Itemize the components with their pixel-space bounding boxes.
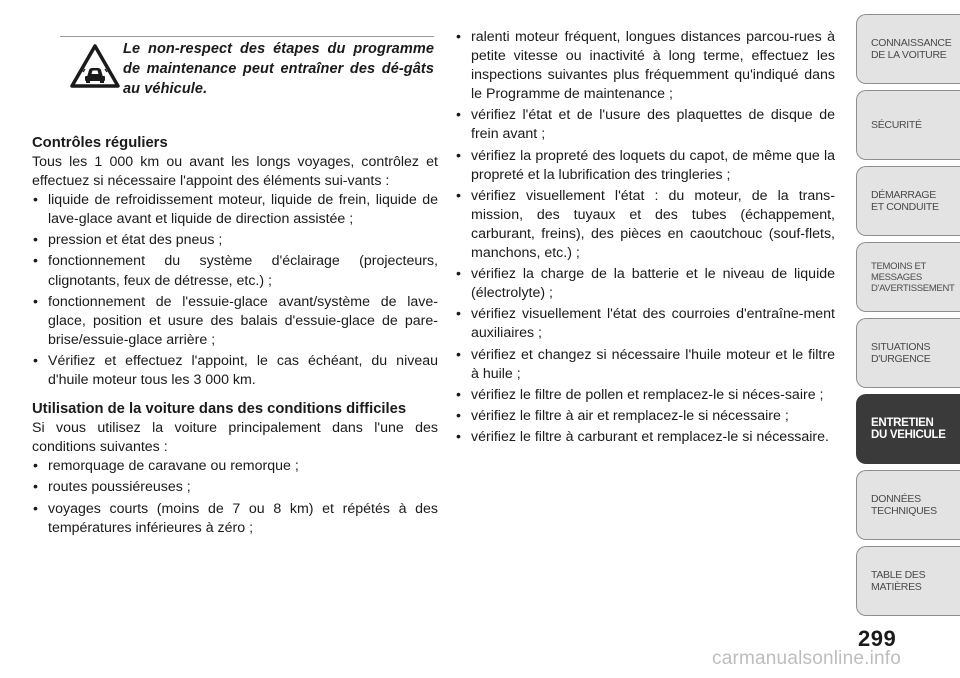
tab-label: CONNAISSANCE DE LA VOITURE [871, 37, 952, 61]
list-item: • liquide de refroidissement moteur, liquide de frein, liquide de lave-glace avant et liquide de direction assistée ; [33, 192, 438, 228]
inspection-list [455, 28, 835, 447]
section-heading-difficult-conditions: Utilisation de la voiture dans des conditions difficiles [32, 401, 407, 418]
left-column [32, 134, 438, 540]
list-item: • Vérifiez et effectuez l'appoint, le cas échéant, du niveau d'huile moteur tous les 3 000 km. [33, 352, 438, 389]
difficult-conditions-list [32, 457, 438, 537]
tab-connaissance[interactable] [856, 14, 960, 84]
tab-label: DÉMARRAGE ET CONDUITE [871, 189, 939, 213]
watermark: carmanualsonline.info [712, 648, 902, 669]
list-item: • voyages courts (moins de 7 ou 8 km) et répétés à des températures inférieures à zéro ; [33, 500, 438, 536]
section-heading-regular-checks: Contrôles réguliers [32, 135, 168, 151]
list-item: • vérifiez le filtre de pollen et remplacez-le si néces-saire ; [456, 386, 824, 403]
page-number: 299 [858, 626, 897, 651]
tab-label: TEMOINS ET MESSAGES D'AVERTISSEMENT [871, 260, 955, 294]
list-item: • ralenti moteur fréquent, longues distances parcou-rues à petite vitesse ou inactivité à long terme, effectuez les inspections suivantes plus fréquemment qu'indiqué dans le Programme de maintenance ; [456, 29, 835, 103]
tab-table-des-matieres[interactable] [856, 546, 960, 616]
list-item: • routes poussiéreuses ; [33, 479, 191, 496]
list-item: • vérifiez et changez si nécessaire l'huile moteur et le filtre à huile ; [456, 346, 835, 382]
list-item: • remorquage de caravane ou remorque ; [33, 458, 299, 475]
warning-box [60, 36, 434, 106]
tab-label: ENTRETIEN DU VEHICULE [871, 417, 946, 441]
tab-donnees[interactable] [856, 470, 960, 540]
tab-label: SITUATIONS D'URGENCE [871, 341, 931, 365]
list-item: • vérifiez visuellement l'état : du moteur, de la trans-mission, des tuyaux et des tubes (échappement, carburant, freins), des pièces en caoutchouc (souf-flets, manchons, etc.) ; [456, 187, 835, 262]
warning-rule [60, 36, 434, 37]
regular-checks-list [32, 191, 438, 390]
tab-label: DONNÉES TECHNIQUES [871, 493, 937, 517]
tab-situations[interactable] [856, 318, 960, 388]
list-item: • fonctionnement de l'essuie-glace avant/système de lave-glace, position et usure des balais d'essuie-glace de pare-brise/essuie-glace arrière ; [33, 293, 438, 348]
list-item: • vérifiez le filtre à air et remplacez-le si nécessaire ; [456, 407, 789, 424]
tab-label: SÉCURITÉ [871, 119, 922, 131]
tab-securite[interactable] [856, 90, 960, 160]
list-item: • vérifiez la propreté des loquets du capot, de même que la propreté et la lubrification des tringleries ; [456, 147, 835, 183]
tab-demarrage[interactable] [856, 166, 960, 236]
warning-text: Le non-respect des étapes du programme de maintenance peut entraîner des dé-gâts au véhicule. [123, 41, 434, 97]
tab-entretien[interactable] [856, 394, 960, 464]
list-item: • vérifiez le filtre à carburant et remplacez-le si nécessaire. [456, 428, 829, 445]
car-warning-icon [70, 44, 120, 88]
list-item: • pression et état des pneus ; [33, 232, 223, 249]
difficult-conditions-intro: Si vous utilisez la voiture principalement dans l'une des conditions suivantes : [32, 420, 438, 456]
list-item: • fonctionnement du système d'éclairage (projecteurs, clignotants, feux de détresse, etc.) ; [33, 253, 438, 289]
right-column [455, 28, 835, 449]
regular-checks-intro: Tous les 1 000 km ou avant les longs voyages, contrôlez et effectuez si nécessaire l'appoint des éléments sui-vants : [32, 154, 438, 190]
tab-temoins[interactable] [856, 242, 960, 312]
list-item: • vérifiez la charge de la batterie et le niveau de liquide (électrolyte) ; [456, 266, 835, 302]
tab-label: TABLE DES MATIÈRES [871, 569, 926, 593]
list-item: • vérifiez l'état et de l'usure des plaquettes de disque de frein avant ; [456, 107, 835, 143]
list-item: • vérifiez visuellement l'état des courroies d'entraîne-ment auxiliaires ; [456, 306, 835, 342]
